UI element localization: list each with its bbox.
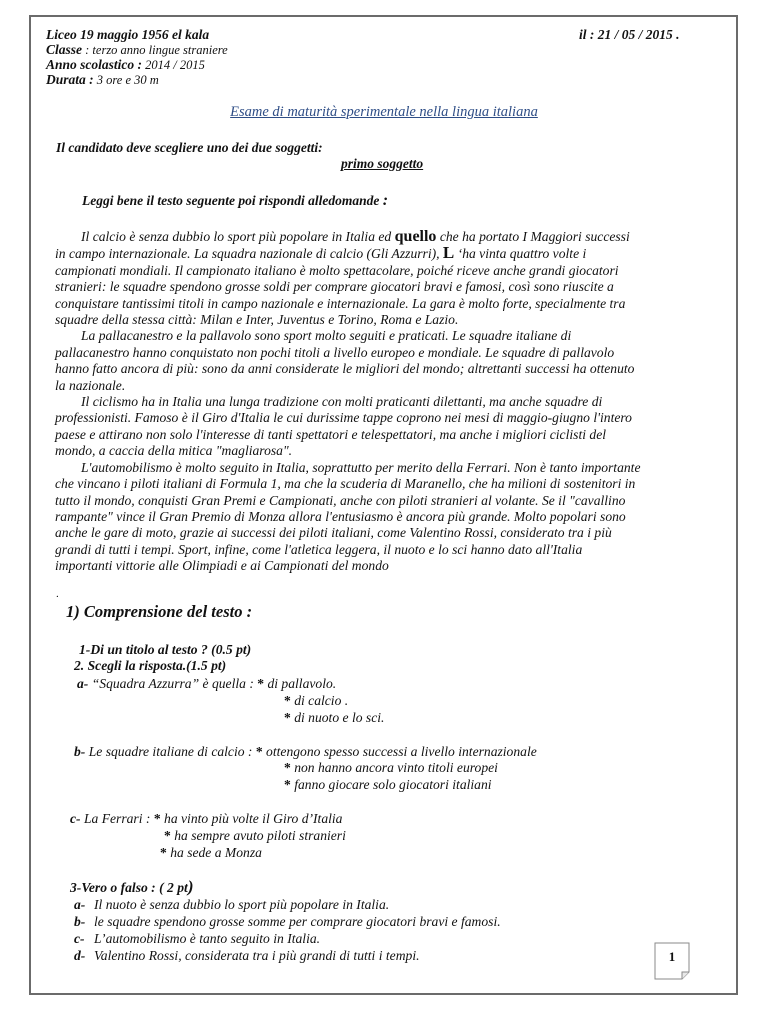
class-line xyxy=(46,42,228,58)
question-3-paren: ) xyxy=(187,877,194,896)
question-b xyxy=(74,743,537,760)
bullet-star: * xyxy=(257,676,265,691)
section-comprehension-title: 1) Comprensione del testo : xyxy=(66,602,253,621)
bullet-star: * xyxy=(284,693,291,708)
school-name: Liceo 19 maggio 1956 el kala xyxy=(46,27,210,42)
question-b-prompt: Le squadre italiane di calcio : xyxy=(85,744,256,759)
question-a-label: a- xyxy=(77,676,89,691)
passage-line: la nazionale. xyxy=(55,377,126,393)
question-c-prompt: La Ferrari : xyxy=(80,811,154,826)
question-a xyxy=(77,675,336,692)
bullet-star: * xyxy=(284,777,291,792)
bold-word-quello: quello xyxy=(394,228,437,245)
question-3-title: 3-Vero o falso : ( 2 pt xyxy=(70,880,188,895)
option-b2: non hanno ancora vinto titoli europei xyxy=(290,760,498,775)
true-false-item xyxy=(74,896,389,913)
passage-line: grandi di tutti i tempi. Sport, infine, come l'atletica leggera, il nuoto e lo sci hanno dato all'Italia xyxy=(55,541,583,557)
question-3 xyxy=(70,878,193,896)
passage-line: La pallacanestro e la pallavolo sono sport molto seguiti e praticati. Le squadre italiane di xyxy=(81,328,572,344)
option-c2-row xyxy=(164,827,346,844)
question-b-label: b- xyxy=(74,744,86,759)
exam-title: Esame di maturità sperimentale nella lingua italiana xyxy=(230,104,538,120)
question-c xyxy=(70,810,342,827)
true-false-label: d- xyxy=(74,948,86,963)
passage-line: paese e attirano non solo l'interesse di tanti spettatori e telespettatori, ma anche i migliori ciclisti del xyxy=(55,426,606,442)
true-false-item xyxy=(74,930,320,947)
bullet-star: * xyxy=(284,710,291,725)
year-label: Anno scolastico : xyxy=(46,57,143,72)
class-value: : terzo anno lingue straniere xyxy=(82,43,228,57)
bullet-star: * xyxy=(284,760,291,775)
stray-dot: . xyxy=(56,588,59,600)
passage-line: pallacanestro hanno conquistato non pochi titoli a livello europeo e mondiale. Le squadre di pallavolo xyxy=(55,344,615,360)
bullet-star: * xyxy=(160,845,167,860)
true-false-label: b- xyxy=(74,914,86,929)
true-false-text: L’automobilismo è tanto seguito in Italia. xyxy=(94,931,321,946)
question-c-label: c- xyxy=(70,811,81,826)
duration-line xyxy=(46,72,159,88)
question-1: 1-Di un titolo al testo ? (0.5 pt) xyxy=(79,642,252,657)
passage-line: mondo, a caccia della mitica "magliarosa". xyxy=(55,443,293,459)
class-label: Classe xyxy=(46,42,83,57)
true-false-text: Il nuoto è senza dubbio lo sport più popolare in Italia. xyxy=(94,897,390,912)
passage-line: conquistare tantissimi titoli in campo nazionale e internazionale. La gara è molto forte, specialmente tra xyxy=(55,295,626,311)
option-b1: ottengono spesso successi a livello internazionale xyxy=(262,744,537,759)
passage-line: anche le gare di moto, grazie ai successi dei piloti italiani, come Valentino Rossi, considerato tra i più xyxy=(55,525,612,541)
year-line xyxy=(46,57,205,73)
bullet-star: * xyxy=(153,811,161,826)
subject-heading: primo soggetto xyxy=(341,156,424,171)
option-a2-row xyxy=(284,692,348,709)
option-a1: di pallavolo. xyxy=(264,676,337,691)
true-false-label: a- xyxy=(74,897,86,912)
duration-value: 3 ore e 30 m xyxy=(93,73,159,87)
passage-line: Il calcio è senza dubbio lo sport più popolare in Italia ed quello che ha portato I Maggiori successi xyxy=(81,228,630,245)
bullet-star: * xyxy=(164,828,171,843)
option-a3: di nuoto e lo sci. xyxy=(290,710,385,725)
passage-line: rampante" vince il Gran Premio di Monza allora l'entusiasmo è ancora più grande. Molto popolari sono xyxy=(55,508,626,524)
option-b2-row xyxy=(284,759,498,776)
true-false-text: le squadre spendono grosse somme per comprare giocatori bravi e famosi. xyxy=(94,914,501,929)
question-a-prompt: “Squadra Azzurra” è quella : xyxy=(88,676,258,691)
true-false-item xyxy=(74,947,420,964)
option-b3: fanno giocare solo giocatori italiani xyxy=(290,777,492,792)
option-c3: ha sede a Monza xyxy=(166,845,262,860)
passage-line: Il ciclismo ha in Italia una lunga tradizione con molti praticanti dilettanti, ma anche squadre di xyxy=(81,394,603,410)
passage-line: L'automobilismo è molto seguito in Italia, soprattutto per merito della Ferrari. Non è tanto importante xyxy=(81,459,641,475)
passage-line: professionisti. Famoso è il Giro d'Italia le cui durissime tappe coprono nei mesi di maggio-giugno l'intero xyxy=(55,410,632,426)
option-c2: ha sempre avuto piloti stranieri xyxy=(170,828,346,843)
passage-line: stranieri: le squadre spendono grosse soldi per comprare giocatori bravi e famosi, così sono riuscite a xyxy=(55,279,614,295)
passage-line: squadre della stessa città: Milan e Inter, Juventus e Torino, Roma e Lazio. xyxy=(55,312,459,328)
reading-passage xyxy=(55,229,715,575)
read-instruction-text: Leggi bene il testo seguente poi rispondi alledomande xyxy=(82,193,383,208)
read-instruction xyxy=(82,192,388,210)
bullet-star: * xyxy=(255,744,263,759)
passage-line: hanno fatto ancora di più: sono da anni considerate le migliori del mondo; altrettanti successi ha ottenuto xyxy=(55,361,635,377)
passage-line: che vincano i piloti italiani di Formula 1, ma che la scuderia di Maranello, che ha milioni di sostenitori in xyxy=(55,476,636,492)
duration-label: Durata : xyxy=(46,72,94,87)
option-a3-row xyxy=(284,709,384,726)
option-c3-row xyxy=(160,844,262,861)
true-false-label: c- xyxy=(74,931,85,946)
year-value: 2014 / 2015 xyxy=(142,58,205,72)
option-c1: ha vinto più volte il Giro d’Italia xyxy=(160,811,343,826)
passage-line: campionati mondiali. Il campionato italiano è molto spettacolare, poiché riceve anche grandi giocatori xyxy=(55,262,619,278)
true-false-text: Valentino Rossi, considerata tra i più grandi di tutti i tempi. xyxy=(94,948,420,963)
page-number: 1 xyxy=(668,949,676,964)
choose-instruction: Il candidato deve scegliere uno dei due soggetti: xyxy=(56,140,323,155)
bold-letter-l: L xyxy=(442,243,455,263)
passage-line: tutto il mondo, conquisti Gran Premi e Campionati, anche con piloti stranieri al volante. Se il "cavallino xyxy=(55,492,626,508)
exam-date: il : 21 / 05 / 2015 . xyxy=(579,27,680,42)
passage-line: in campo internazionale. La squadra nazionale di calcio (Gli Azzurri), L ‘ha vinta quattro volte i xyxy=(55,243,587,263)
question-2: 2. Scegli la risposta.(1.5 pt) xyxy=(74,658,227,673)
passage-line: importanti vittorie alle Olimpiadi e ai Campionati del mondo xyxy=(55,558,389,574)
option-a2: di calcio . xyxy=(290,693,349,708)
page-number-box xyxy=(654,942,690,980)
read-instruction-colon: : xyxy=(382,192,389,209)
option-b3-row xyxy=(284,776,492,793)
true-false-item xyxy=(74,913,501,930)
